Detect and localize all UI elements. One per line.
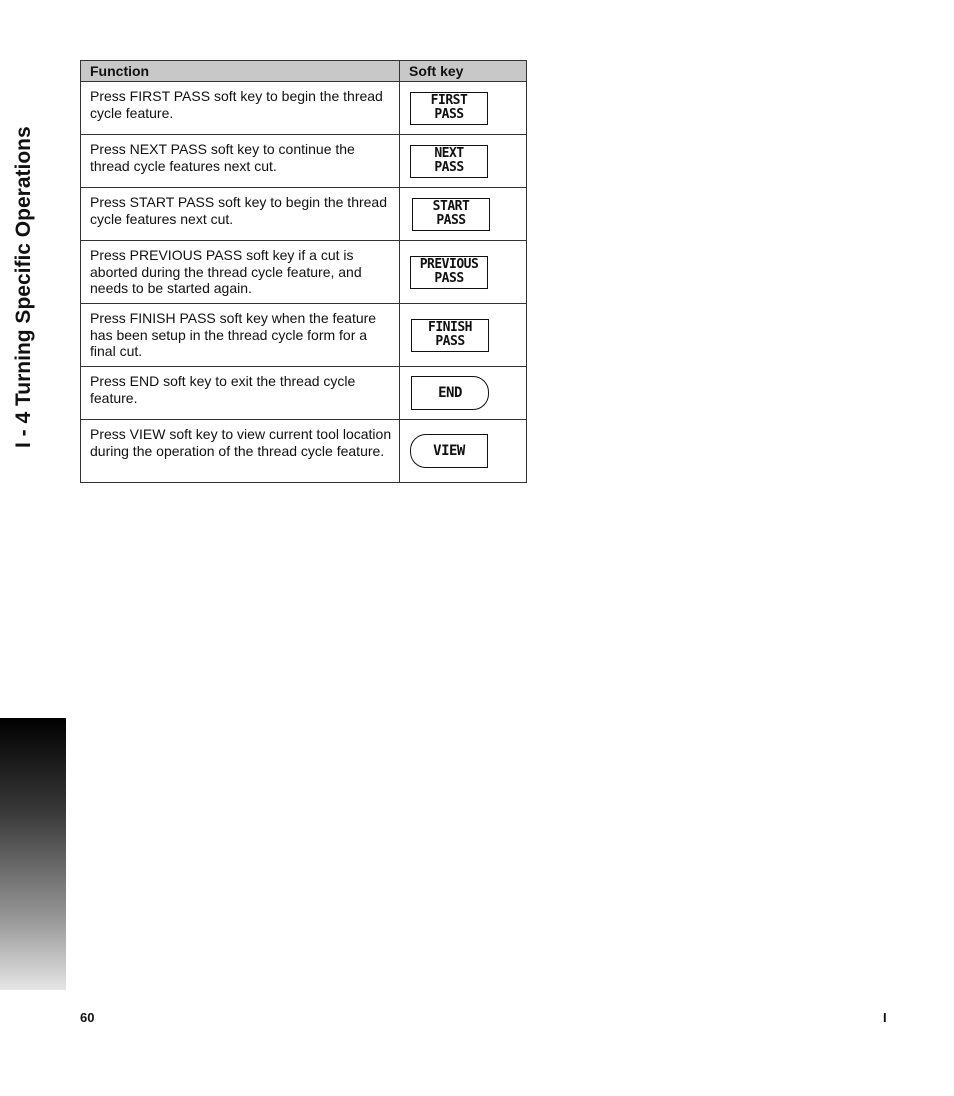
table-row bbox=[81, 135, 527, 188]
first-pass-softkey[interactable]: FIRST PASS bbox=[410, 92, 488, 125]
function-softkey-table bbox=[80, 60, 527, 483]
table-header-row bbox=[81, 61, 527, 82]
row-description: Press VIEW soft key to view current tool location during the operation of the thread cycle feature. bbox=[81, 420, 400, 483]
row-description: Press FIRST PASS soft key to begin the thread cycle feature. bbox=[81, 82, 400, 135]
row-description: Press NEXT PASS soft key to continue the thread cycle features next cut. bbox=[81, 135, 400, 188]
row-description: Press PREVIOUS PASS soft key if a cut is aborted during the thread cycle feature, and needs to be started again. bbox=[81, 241, 400, 304]
table-row bbox=[81, 82, 527, 135]
table-row bbox=[81, 188, 527, 241]
start-pass-softkey[interactable]: START PASS bbox=[412, 198, 490, 231]
header-function: Function bbox=[81, 61, 400, 82]
section-marker: I bbox=[883, 1010, 887, 1025]
chapter-title: I - 4 Turning Specific Operations bbox=[12, 126, 35, 448]
table-row bbox=[81, 420, 527, 483]
table-row bbox=[81, 304, 527, 367]
finish-pass-softkey[interactable]: FINISH PASS bbox=[411, 319, 489, 352]
row-description: Press END soft key to exit the thread cycle feature. bbox=[81, 367, 400, 420]
table-row bbox=[81, 367, 527, 420]
view-softkey[interactable]: VIEW bbox=[410, 434, 488, 468]
row-description: Press FINISH PASS soft key when the feature has been setup in the thread cycle form for a final cut. bbox=[81, 304, 400, 367]
table-row bbox=[81, 241, 527, 304]
page-number: 60 bbox=[80, 1010, 95, 1025]
next-pass-softkey[interactable]: NEXT PASS bbox=[410, 145, 488, 178]
end-softkey[interactable]: END bbox=[411, 376, 489, 410]
header-soft-key: Soft key bbox=[400, 61, 527, 82]
previous-pass-softkey[interactable]: PREVIOUS PASS bbox=[410, 256, 488, 289]
row-description: Press START PASS soft key to begin the thread cycle features next cut. bbox=[81, 188, 400, 241]
chapter-thumb-tab bbox=[0, 718, 66, 990]
